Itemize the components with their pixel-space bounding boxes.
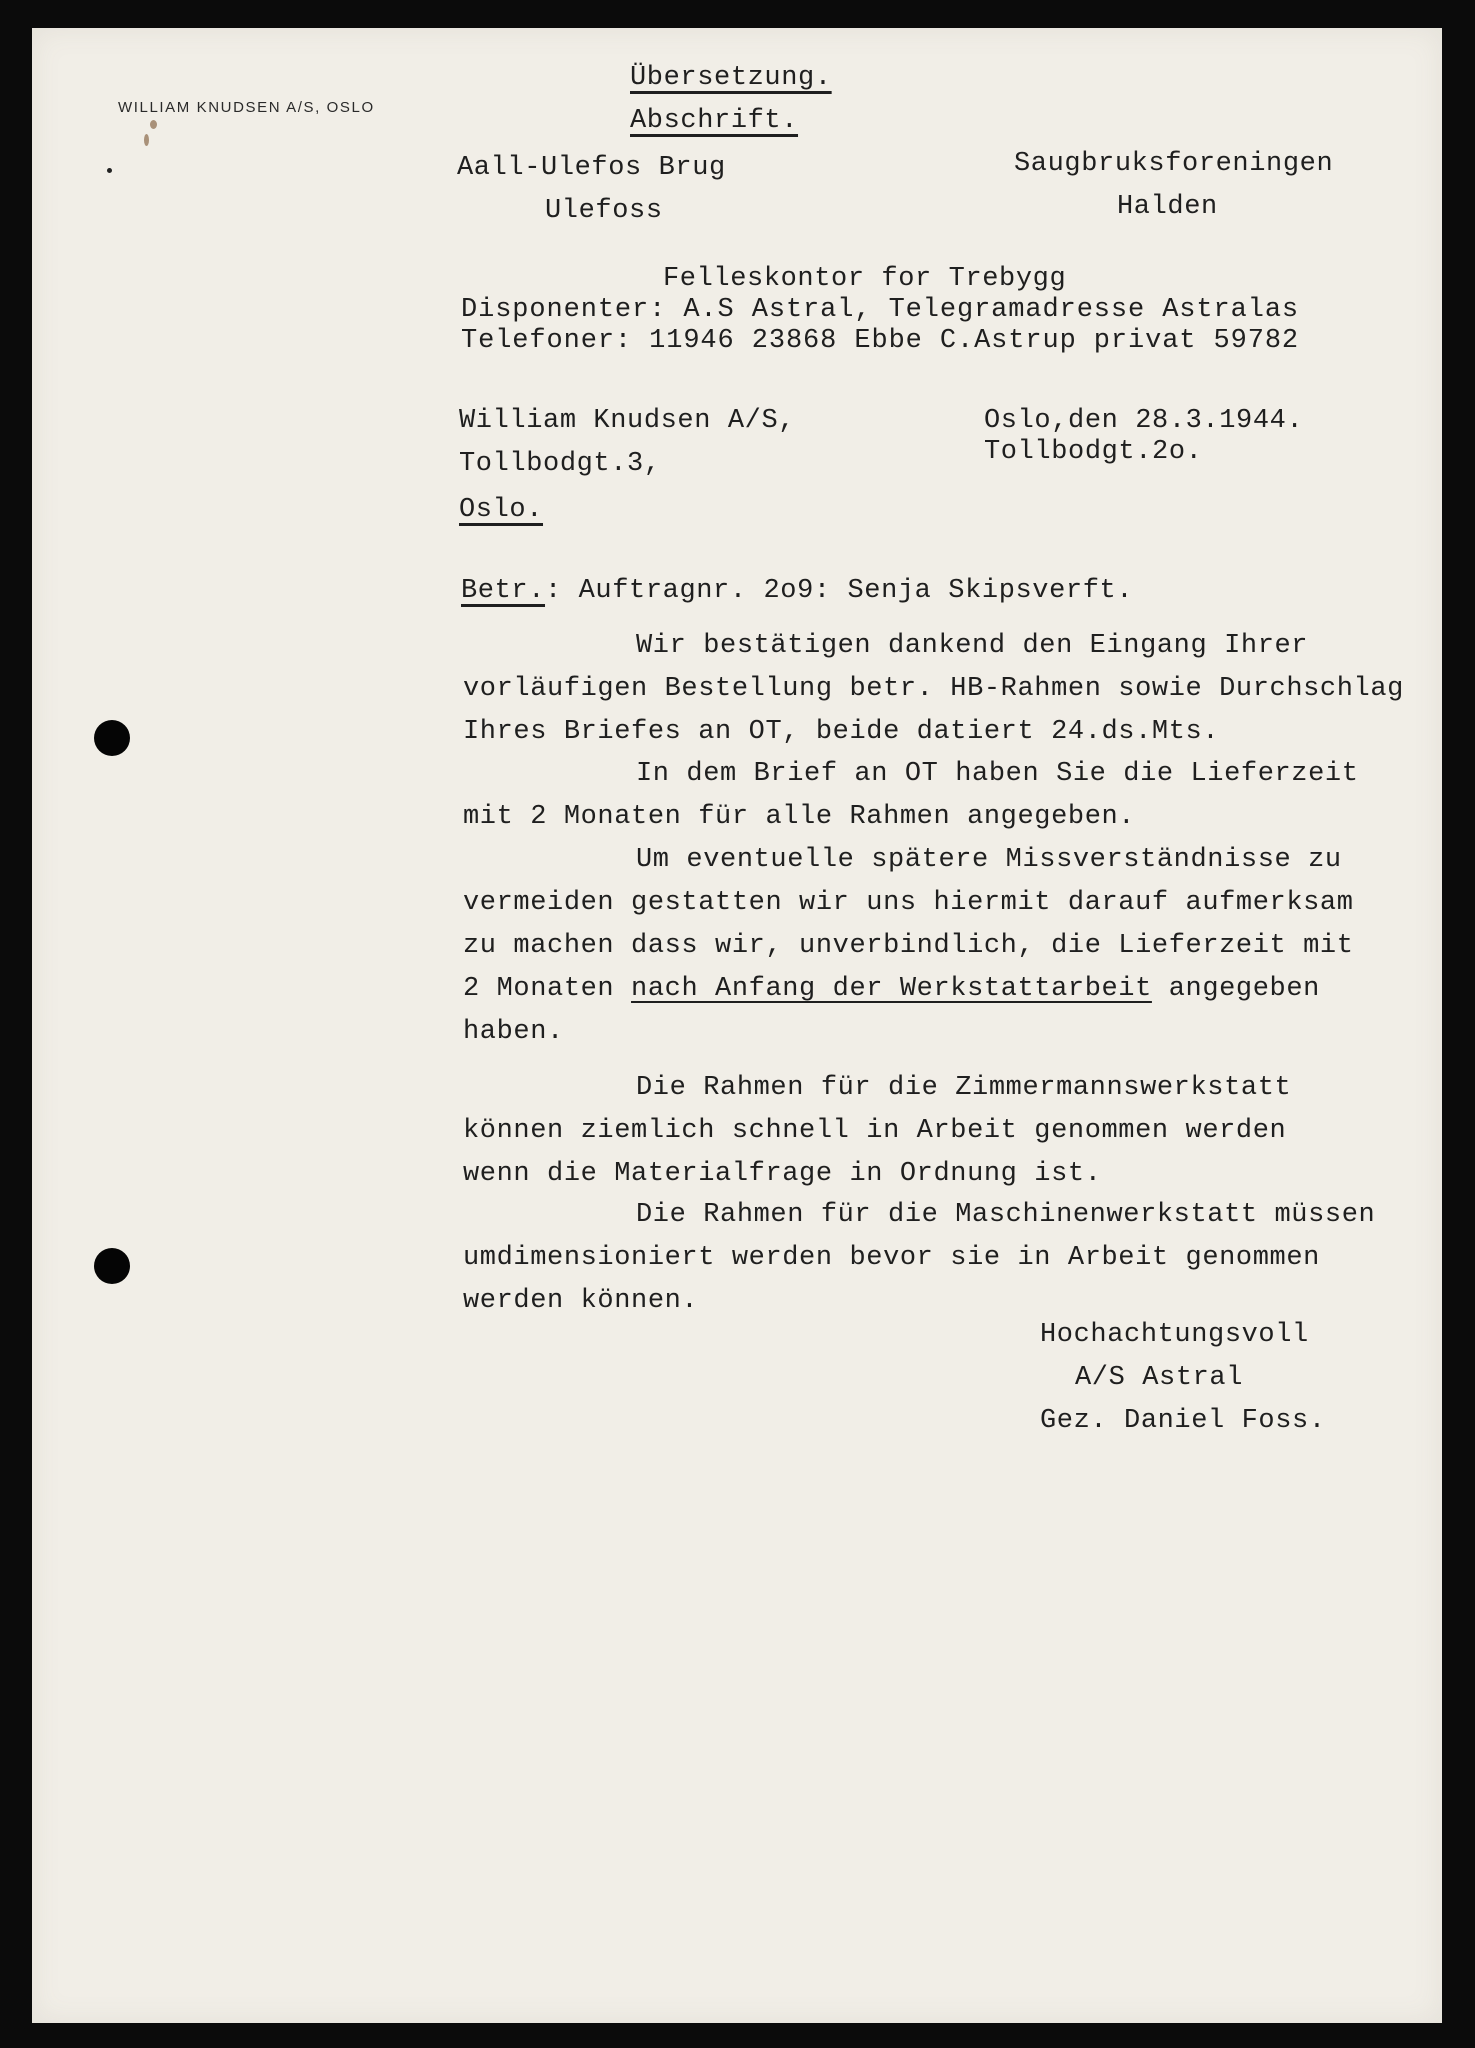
body-line: umdimensioniert werden bevor sie in Arbeit genommen xyxy=(463,1243,1320,1273)
date-line: Oslo,den 28.3.1944. xyxy=(984,406,1304,436)
body-line: vorläufigen Bestellung betr. HB-Rahmen sowie Durchschlag xyxy=(463,674,1404,704)
heading-copy: Abschrift. xyxy=(630,106,799,136)
underlined-phrase: nach Anfang der Werkstattarbeit xyxy=(631,974,1152,1004)
ink-speck xyxy=(144,134,149,146)
office-disponenter: Disponenter: A.S Astral, Telegramadresse Astralas xyxy=(461,295,1300,325)
body-line: mit 2 Monaten für alle Rahmen angegeben. xyxy=(463,802,1136,832)
sender-left-place: Ulefoss xyxy=(545,196,663,226)
body-line: wenn die Materialfrage in Ordnung ist. xyxy=(463,1159,1102,1189)
closing-signature: Gez. Daniel Foss. xyxy=(1040,1406,1326,1436)
punch-hole xyxy=(94,720,130,756)
recipient-line-3: Oslo. xyxy=(459,495,544,525)
recipient-line-1: William Knudsen A/S, xyxy=(459,406,796,436)
sender-right-place: Halden xyxy=(1117,192,1218,222)
punch-hole xyxy=(94,1248,130,1284)
ink-speck xyxy=(150,120,157,129)
body-line: werden können. xyxy=(463,1286,699,1316)
document-page xyxy=(32,28,1442,2023)
body-line: zu machen dass wir, unverbindlich, die Lieferzeit mit xyxy=(463,931,1354,961)
body-line: Wir bestätigen dankend den Eingang Ihrer xyxy=(636,631,1309,661)
letterhead: WILLIAM KNUDSEN A/S, OSLO xyxy=(118,99,375,116)
ink-dot xyxy=(107,168,112,173)
sender-left-name: Aall-Ulefos Brug xyxy=(457,153,726,183)
subject-line xyxy=(461,576,1133,606)
closing-company: A/S Astral xyxy=(1075,1363,1244,1393)
body-line: haben. xyxy=(463,1017,564,1047)
body-line xyxy=(463,974,1320,1004)
closing-greeting: Hochachtungsvoll xyxy=(1040,1320,1309,1350)
sender-right-name: Saugbruksforeningen xyxy=(1014,149,1334,179)
subject-colon: : xyxy=(545,576,562,606)
body-line: können ziemlich schnell in Arbeit genommen werden xyxy=(463,1116,1287,1146)
office-telefoner: Telefoner: 11946 23868 Ebbe C.Astrup privat 59782 xyxy=(461,326,1300,356)
body-line: Die Rahmen für die Maschinenwerkstatt müssen xyxy=(636,1200,1376,1230)
recipient-line-2: Tollbodgt.3, xyxy=(459,449,661,479)
body-line: In dem Brief an OT haben Sie die Lieferzeit xyxy=(636,759,1359,789)
heading-translation: Übersetzung. xyxy=(630,63,832,93)
body-line: Ihres Briefes an OT, beide datiert 24.ds.Mts. xyxy=(463,717,1220,747)
body-text: 2 Monaten xyxy=(463,974,632,1004)
subject-label: Betr. xyxy=(461,576,546,606)
body-line: Um eventuelle spätere Missverständnisse zu xyxy=(636,845,1342,875)
address-line: Tollbodgt.2o. xyxy=(984,437,1203,467)
body-line: Die Rahmen für die Zimmermannswerkstatt xyxy=(636,1073,1292,1103)
body-text: angegeben xyxy=(1151,974,1320,1004)
office-name: Felleskontor for Trebygg xyxy=(663,264,1067,294)
subject-text: Auftragnr. 2o9: Senja Skipsverft. xyxy=(561,576,1134,606)
body-line: vermeiden gestatten wir uns hiermit darauf aufmerksam xyxy=(463,888,1354,918)
